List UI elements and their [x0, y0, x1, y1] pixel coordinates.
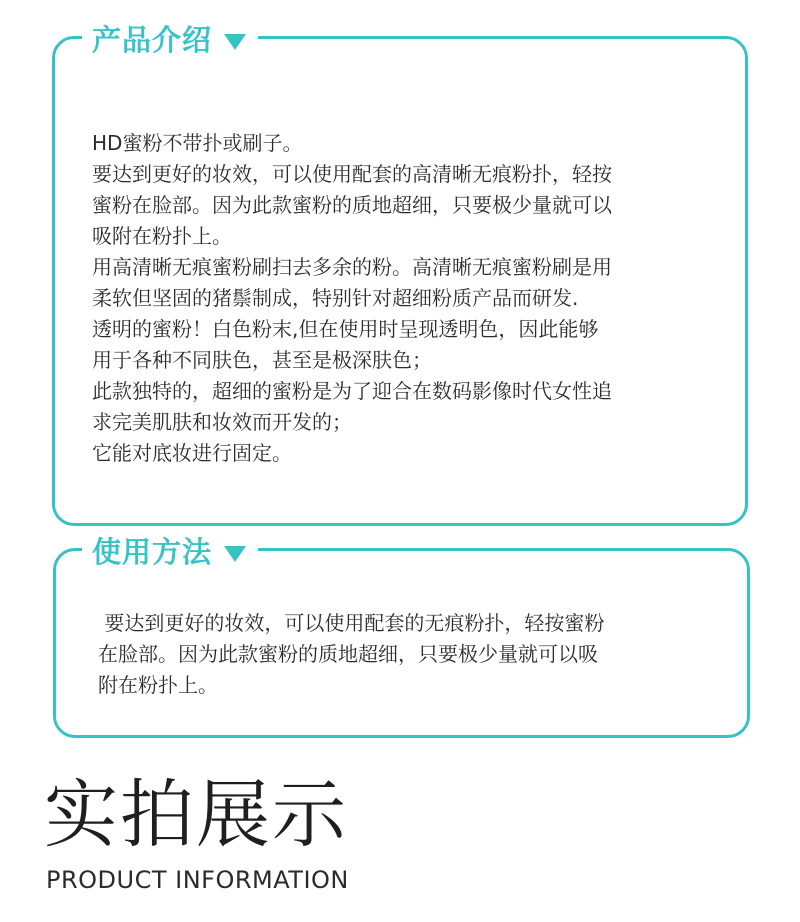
- intro-section-title: 产品介绍: [92, 23, 213, 57]
- intro-line: HD蜜粉不带扑或刷子。: [92, 131, 303, 155]
- usage-description: [98, 608, 718, 701]
- intro-line: 要达到更好的妆效，可以使用配套的高清晰无痕粉扑，轻按: [92, 162, 612, 186]
- usage-line: 要达到更好的妆效，可以使用配套的无痕粉扑，轻按蜜粉: [98, 611, 605, 635]
- intro-line: 求完美肌肤和妆效而开发的；: [92, 410, 352, 434]
- intro-line: 吸附在粉扑上。: [92, 224, 232, 248]
- usage-section-title: 使用方法: [92, 535, 213, 569]
- intro-line: 用于各种不同肤色，甚至是极深肤色；: [92, 348, 432, 372]
- intro-line: 用高清晰无痕蜜粉刷扫去多余的粉。高清晰无痕蜜粉刷是用: [92, 255, 612, 279]
- usage-line: 附在粉扑上。: [98, 673, 218, 697]
- intro-line: 此款独特的，超细的蜜粉是为了迎合在数码影像时代女性追: [92, 379, 612, 403]
- showcase-subtitle: PRODUCT INFORMATION: [46, 866, 349, 894]
- intro-description: [92, 128, 722, 469]
- triangle-down-icon: [224, 546, 246, 562]
- triangle-down-icon: [224, 34, 246, 50]
- showcase-title: 实拍展示: [44, 772, 348, 858]
- intro-line: 透明的蜜粉！白色粉末,但在使用时呈现透明色，因此能够: [92, 317, 599, 341]
- intro-line: 它能对底妆进行固定。: [92, 441, 292, 465]
- usage-line: 在脸部。因为此款蜜粉的质地超细，只要极少量就可以吸: [98, 642, 598, 666]
- intro-line: 蜜粉在脸部。因为此款蜜粉的质地超细，只要极少量就可以: [92, 193, 612, 217]
- intro-section-heading: [82, 20, 258, 60]
- usage-section-heading: [82, 532, 258, 572]
- intro-line: 柔软但坚固的猪鬃制成，特别针对超细粉质产品而研发.: [92, 286, 579, 310]
